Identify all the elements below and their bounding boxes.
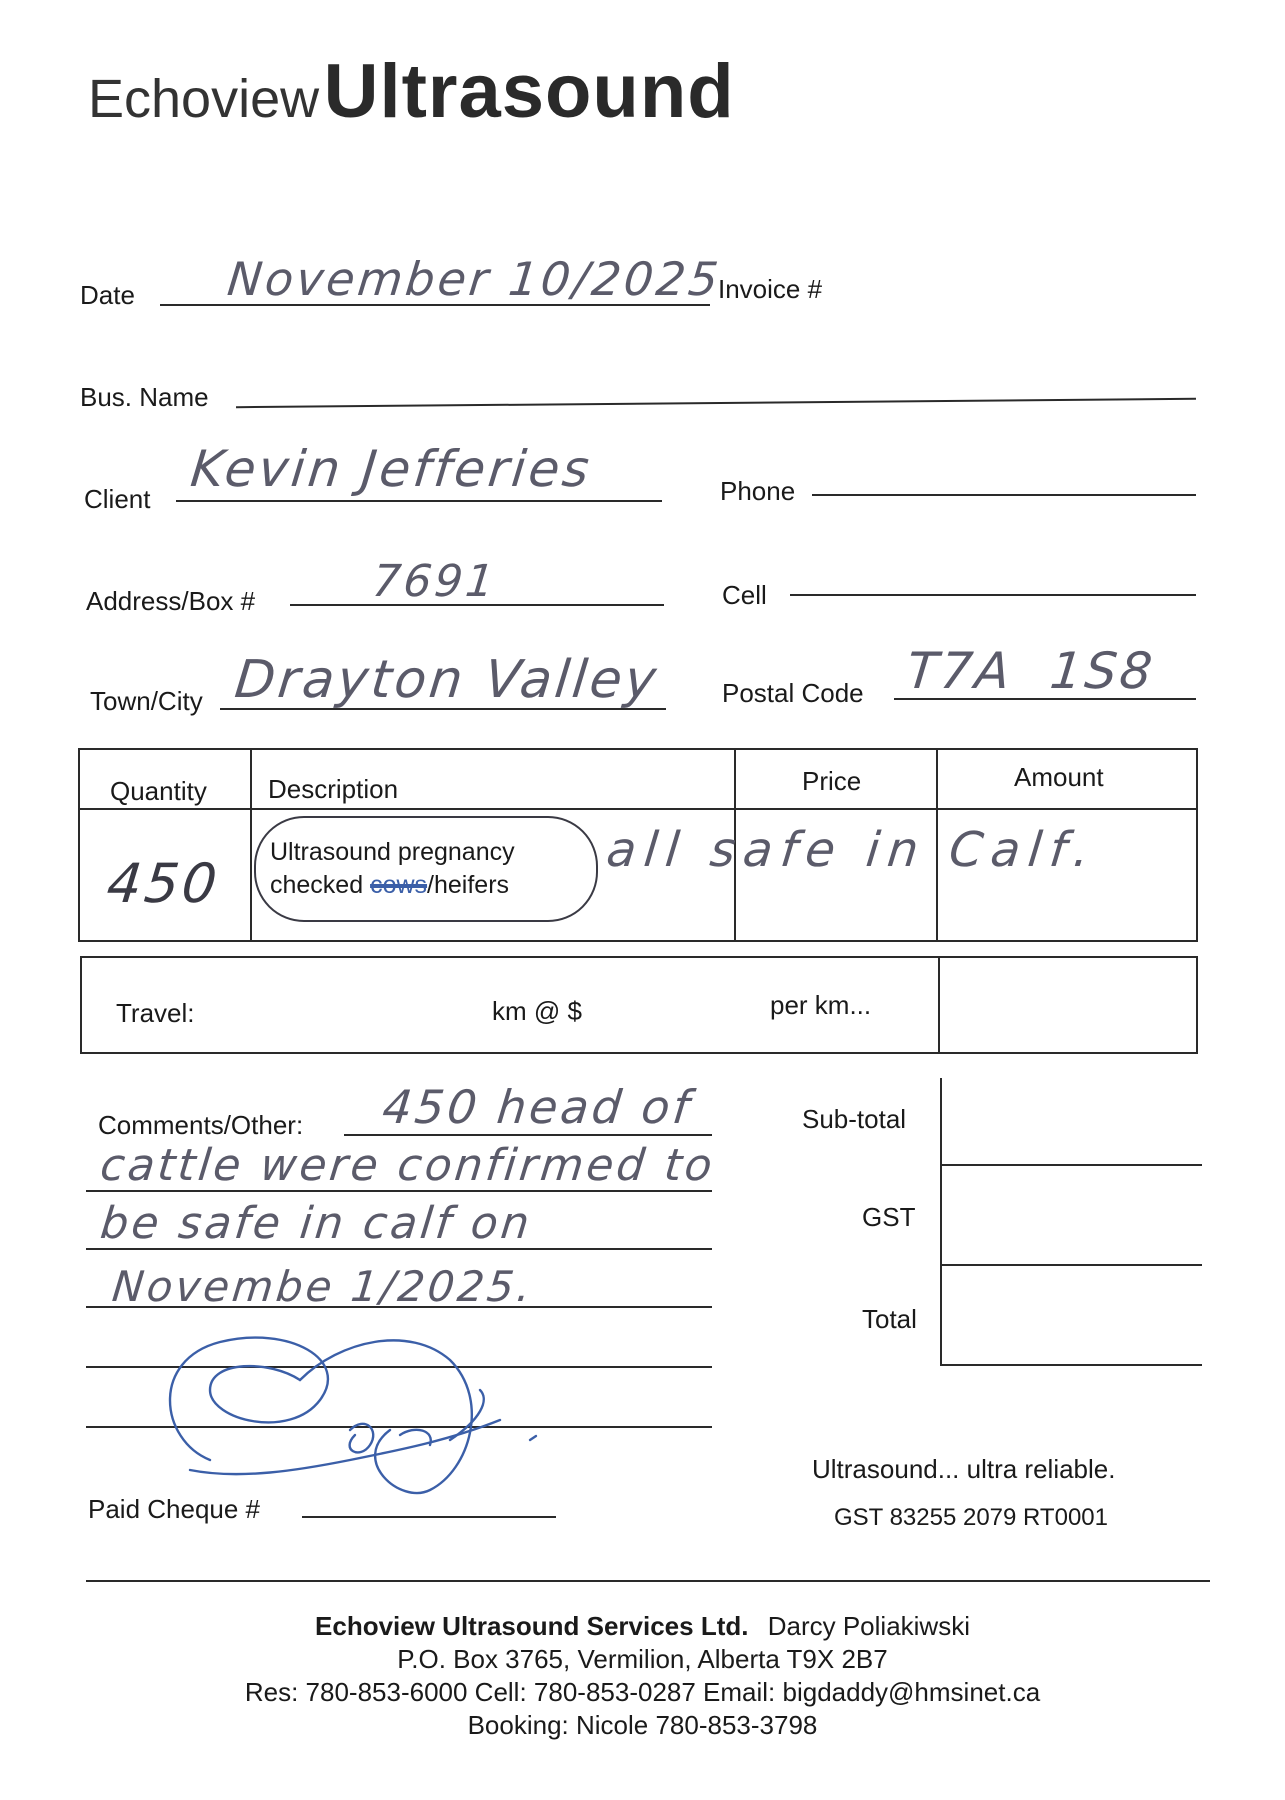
brand-logo <box>88 48 735 135</box>
bus-name-line <box>236 398 1196 408</box>
header-quantity: Quantity <box>110 776 207 806</box>
client-line <box>176 500 662 502</box>
gst-label: GST <box>862 1202 916 1232</box>
date-label: Date <box>80 280 135 310</box>
postal-label: Postal Code <box>722 678 864 708</box>
cell-line <box>790 594 1196 596</box>
description-text-a: checked <box>270 871 371 899</box>
description-text-b: /heifers <box>427 871 510 899</box>
description-line-1: Ultrasound pregnancy <box>270 838 515 866</box>
travel-perkm-label: per km... <box>770 990 872 1020</box>
address-value: 7691 <box>370 556 500 607</box>
cell-label: Cell <box>722 580 767 610</box>
footer-company: Echoview Ultrasound Services Ltd. <box>315 1611 749 1641</box>
footer <box>0 1610 1285 1742</box>
bus-name-label: Bus. Name <box>80 382 209 412</box>
total-label: Total <box>862 1304 917 1334</box>
footer-rule <box>86 1580 1210 1582</box>
signature <box>150 1320 550 1520</box>
footer-line-1 <box>0 1610 1285 1643</box>
footer-booking: Booking: Nicole 780-853-3798 <box>467 1710 818 1740</box>
totals-line-1 <box>940 1164 1202 1166</box>
totals-line-3 <box>940 1364 1202 1366</box>
col-divider-1 <box>250 748 252 942</box>
comment-line-1 <box>344 1134 712 1136</box>
travel-divider <box>938 956 940 1054</box>
travel-box <box>80 956 1198 1054</box>
header-amount: Amount <box>1014 762 1104 792</box>
totals-line-2 <box>940 1264 1202 1266</box>
tagline: Ultrasound... ultra reliable. <box>812 1454 1116 1484</box>
header-price: Price <box>802 766 862 796</box>
gst-number: GST 83255 2079 RT0001 <box>834 1504 1108 1531</box>
comment-text-2: cattle were confirmed to <box>98 1140 718 1191</box>
description-line-2 <box>270 869 515 902</box>
footer-contact: Res: 780-853-6000 Cell: 780-853-0287 Email: bigdaddy@hmsinet.ca <box>244 1677 1041 1707</box>
client-label: Client <box>84 484 151 514</box>
row-quantity: 450 <box>104 852 223 915</box>
postal-value: T7A 1S8 <box>904 642 1158 700</box>
address-label: Address/Box # <box>86 586 256 616</box>
subtotal-label: Sub-total <box>802 1104 907 1134</box>
invoice-label: Invoice # <box>718 274 823 304</box>
phone-label: Phone <box>720 476 796 506</box>
header-description: Description <box>268 774 399 804</box>
town-label: Town/City <box>90 686 203 716</box>
brand-bold: Ultrasound <box>323 49 735 134</box>
travel-km-label: km @ $ <box>492 996 582 1026</box>
footer-owner: Darcy Poliakiwski <box>767 1611 970 1641</box>
comments-label: Comments/Other: <box>98 1110 304 1140</box>
brand-light: Echoview <box>88 69 320 129</box>
comment-text-4: Novembe 1/2025. <box>110 1262 536 1311</box>
paid-line <box>302 1516 556 1518</box>
totals-divider <box>940 1078 942 1364</box>
row-note: all safe in Calf. <box>604 822 1100 878</box>
client-value: Kevin Jefferies <box>188 440 595 498</box>
row-description <box>270 836 515 902</box>
table-header-divider <box>78 808 1198 810</box>
footer-address: P.O. Box 3765, Vermilion, Alberta T9X 2B7 <box>397 1644 888 1674</box>
description-struck: cows <box>370 871 428 899</box>
phone-line <box>812 494 1196 496</box>
comment-text-1: 450 head of <box>380 1080 695 1134</box>
date-value: November 10/2025 <box>225 252 724 306</box>
town-value: Drayton Valley <box>232 650 662 710</box>
travel-label: Travel: <box>116 998 195 1028</box>
comment-text-3: be safe in calf on <box>98 1198 535 1249</box>
paid-label: Paid Cheque # <box>88 1494 261 1524</box>
